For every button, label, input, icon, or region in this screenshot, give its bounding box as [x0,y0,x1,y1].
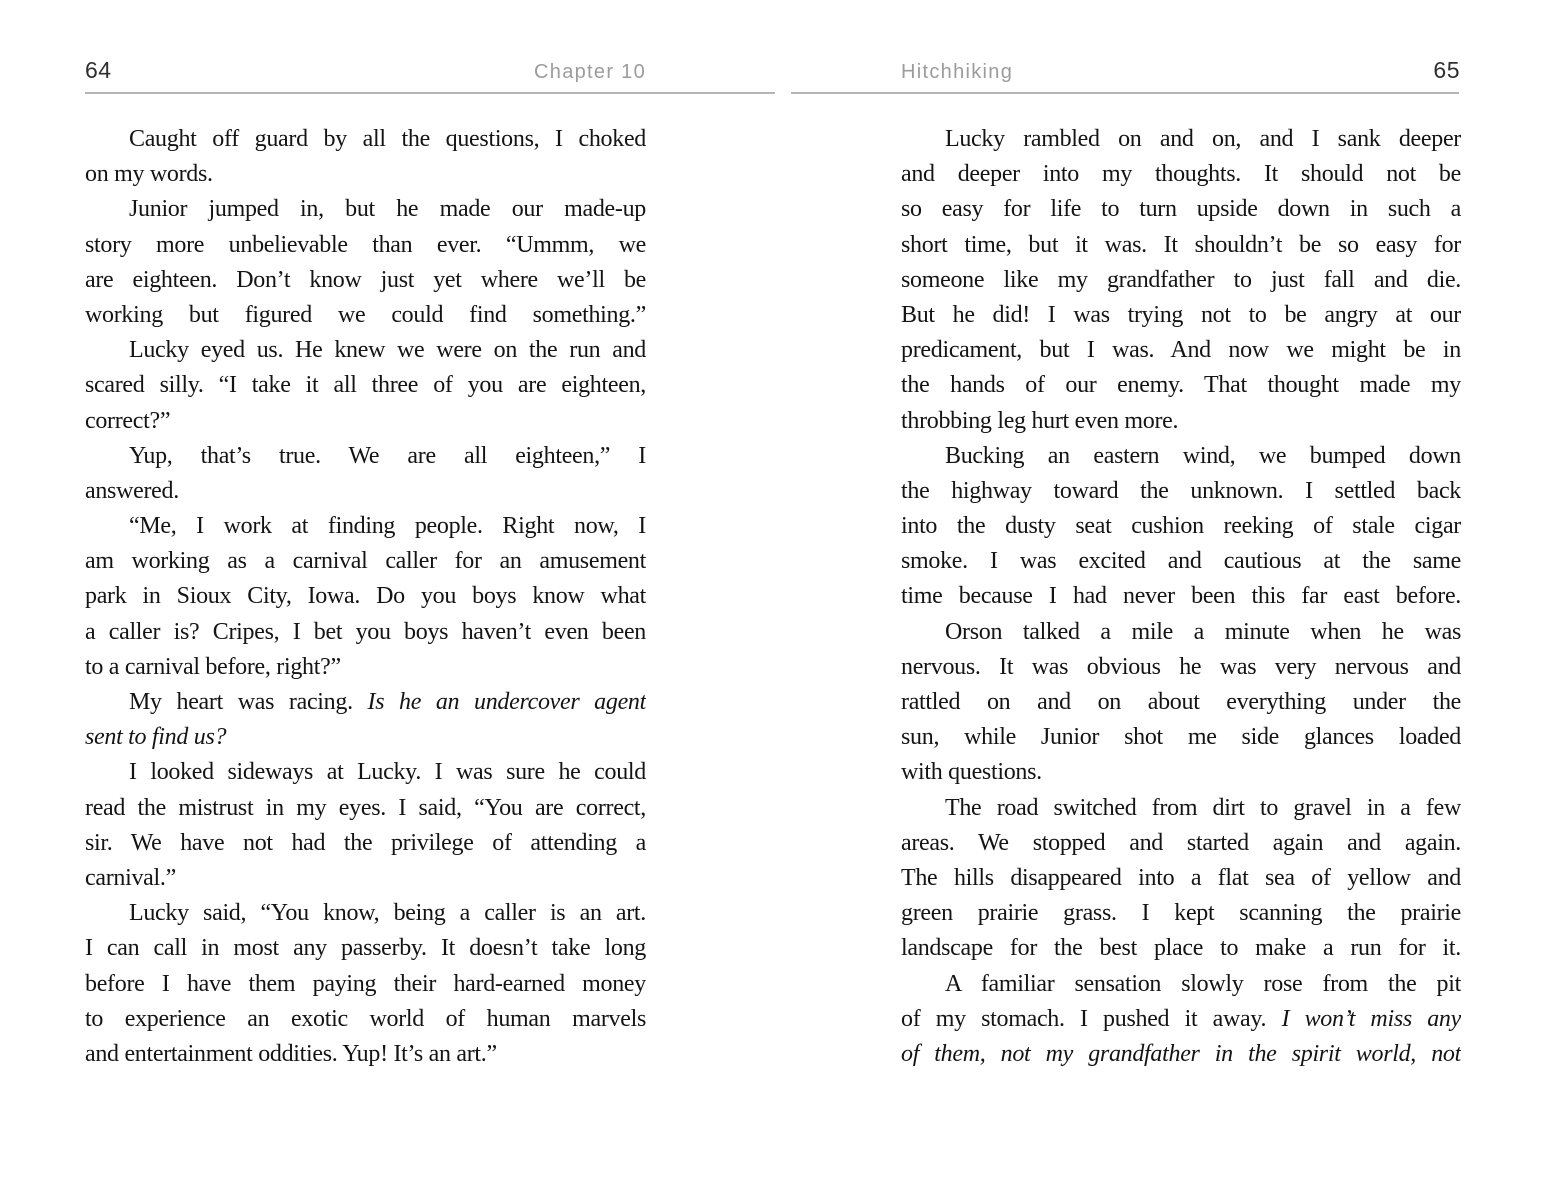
text-segment: Yup, that’s true. We are all eighteen,” I [129,442,646,469]
text-segment: green prairie grass. I kept scanning the prairie [901,900,1461,927]
text-line [85,931,646,966]
text-line [85,615,646,650]
text-segment: a caller is? Cripes, I bet you boys haven’t even been [85,618,646,645]
text-segment: “Me, I work at finding people. Right now, I [129,513,646,540]
text-segment: am working as a carnival caller for an amusement [85,548,646,575]
text-segment: landscape for the best place to make a run for it. [901,935,1461,962]
text-segment: smoke. I was excited and cautious at the same [901,548,1461,575]
text-segment: scared silly. “I take it all three of you are eighteen, [85,372,646,399]
text-segment: correct?” [85,407,171,434]
text-line [901,298,1461,333]
text-segment: the highway toward the unknown. I settled back [901,477,1461,504]
text-line [901,650,1461,685]
text-line [901,368,1461,403]
text-line [901,826,1461,861]
text-line [85,263,646,298]
text-line [85,896,646,931]
text-line [901,931,1461,966]
text-line [85,192,646,227]
text-line [85,861,646,896]
text-line [85,791,646,826]
text-segment: But he did! I was trying not to be angry at our [901,301,1461,328]
text-segment: Lucky eyed us. He knew we were on the run and [129,337,646,364]
text-line [85,1002,646,1037]
text-segment: nervous. It was obvious he was very nervous and [901,653,1461,680]
text-line [85,1037,646,1072]
text-line [901,157,1461,192]
text-line [85,474,646,509]
text-segment: with questions. [901,759,1042,786]
text-segment: Junior jumped in, but he made our made-up [129,196,646,223]
text-segment: answered. [85,477,179,504]
text-line [901,685,1461,720]
text-segment: read the mistrust in my eyes. I said, “You are correct, [85,794,646,821]
text-line [85,720,646,755]
text-segment: A familiar sensation slowly rose from the pit [945,970,1461,997]
text-line [901,615,1461,650]
text-line [85,298,646,333]
page-number-left: 64 [85,57,112,83]
text-line [85,439,646,474]
text-segment: someone like my grandfather to just fall and die. [901,266,1461,293]
text-line [85,544,646,579]
text-segment: Orson talked a mile a minute when he was [945,618,1461,645]
text-segment: predicament, but I was. And now we might be in [901,337,1461,364]
italic-text-segment: sent to find us? [85,724,227,751]
text-line [85,967,646,1002]
text-line [85,368,646,403]
italic-text-segment: Is he an undercover agent [367,689,646,715]
text-segment: to a carnival before, right?” [85,653,341,680]
text-line [85,826,646,861]
text-segment: Caught off guard by all the questions, I choked [129,126,646,152]
text-segment: story more unbelievable than ever. “Ummm, we [85,231,646,258]
text-segment: I can call in most any passerby. It doesn’t take long [85,935,646,962]
text-line [901,544,1461,579]
text-segment: My heart was racing. [129,689,368,715]
text-segment: working but figured we could find something.” [85,301,646,328]
text-segment: The hills disappeared into a flat sea of yellow and [901,864,1461,891]
text-segment: Bucking an eastern wind, we bumped down [945,442,1461,469]
text-line [901,509,1461,544]
header-rule-left [85,92,775,94]
text-segment: sir. We have not had the privilege of attending a [85,829,646,856]
text-line [85,157,646,192]
text-segment: areas. We stopped and started again and again. [901,829,1461,856]
text-segment: Lucky rambled on and on, and I sank deeper [945,126,1461,152]
text-line [901,474,1461,509]
text-line [901,861,1461,896]
text-line [901,1037,1461,1072]
right-page-text [901,122,1461,1072]
text-segment: Lucky said, “You know, being a caller is an art. [129,900,646,927]
text-segment: and entertainment oddities. Yup! It’s an art.” [85,1040,497,1067]
text-segment: and deeper into my thoughts. It should not be [901,161,1461,188]
text-line [85,228,646,263]
text-line [85,579,646,614]
text-segment: park in Sioux City, Iowa. Do you boys know what [85,583,646,610]
text-line [901,967,1461,1002]
text-line [85,333,646,368]
text-segment: short time, but it was. It shouldn’t be so easy for [901,231,1461,258]
text-line [85,509,646,544]
italic-text-segment: I won’t miss any [1281,1005,1461,1032]
text-line [901,579,1461,614]
text-line [85,404,646,439]
text-line [85,122,646,157]
text-line [901,228,1461,263]
italic-text-segment: of them, not my grandfather in the spirit world, not [901,1040,1461,1067]
text-segment: to experience an exotic world of human marvels [85,1005,646,1032]
text-line [901,263,1461,298]
header-rule-right [791,92,1459,94]
text-segment: of my stomach. I pushed it away. [901,1005,1282,1032]
text-segment: before I have them paying their hard-earned money [85,970,646,997]
text-segment: time because I had never been this far east before. [901,583,1461,610]
text-line [901,333,1461,368]
text-segment: I looked sideways at Lucky. I was sure he could [129,759,646,786]
text-line [901,896,1461,931]
running-head-chapter: Chapter 10 [534,61,646,83]
text-line [901,122,1461,157]
text-segment: are eighteen. Don’t know just yet where we’ll be [85,266,646,293]
running-head-title: Hitchhiking [901,61,1014,83]
text-line [85,650,646,685]
text-segment: The road switched from dirt to gravel in a few [945,794,1461,821]
page-number-right: 65 [1433,57,1460,83]
text-line [901,720,1461,755]
text-segment: carnival.” [85,864,176,891]
text-line [901,1002,1461,1037]
text-segment: into the dusty seat cushion reeking of stale cigar [901,513,1461,540]
text-line [85,685,646,720]
left-page-text [85,122,646,1072]
text-line [901,404,1461,439]
text-line [85,755,646,790]
text-line [901,439,1461,474]
text-line [901,755,1461,790]
text-segment: rattled on and on about everything under the [901,689,1461,715]
text-segment: throbbing leg hurt even more. [901,407,1179,434]
text-segment: so easy for life to turn upside down in such a [901,196,1461,223]
text-segment: sun, while Junior shot me side glances loaded [901,724,1461,751]
text-segment: the hands of our enemy. That thought made my [901,372,1461,399]
text-line [901,192,1461,227]
text-segment: on my words. [85,161,213,188]
text-line [901,791,1461,826]
